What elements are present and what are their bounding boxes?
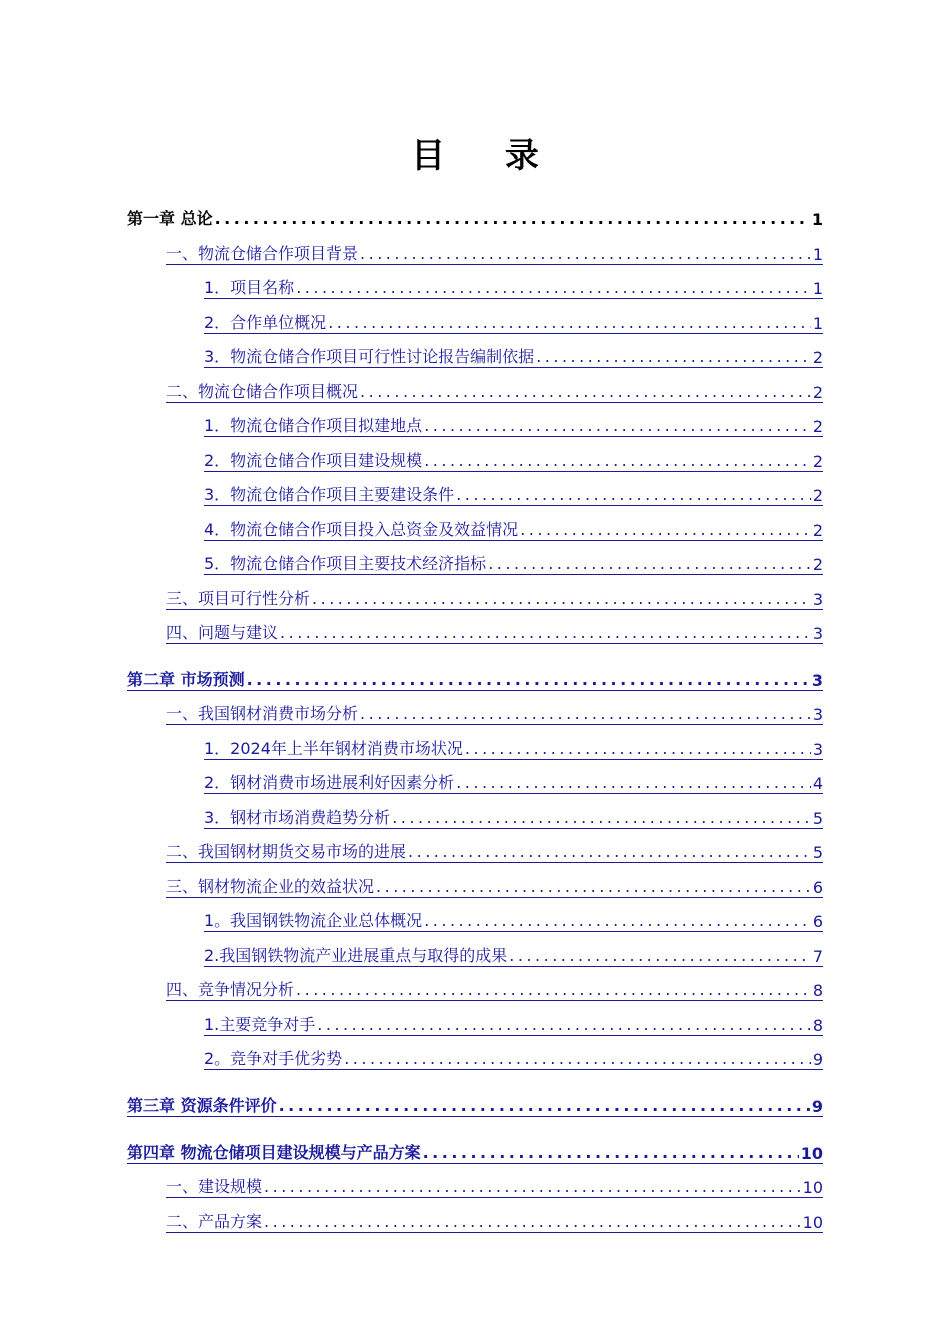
toc-entry-title: 2．物流仓储合作项目建设规模 — [204, 451, 423, 470]
toc-entry[interactable] — [166, 976, 823, 1001]
toc-entry[interactable] — [204, 942, 823, 967]
toc-leader-dots — [456, 487, 811, 505]
toc-entry-title: 5．物流仓储合作项目主要技术经济指标 — [204, 554, 487, 573]
toc-entry[interactable] — [204, 274, 823, 299]
toc-page-number: 2 — [812, 521, 823, 540]
toc-page-number: 2 — [812, 348, 823, 367]
toc-page-number: 5 — [812, 809, 823, 828]
toc-entry[interactable] — [204, 1045, 823, 1070]
toc-page-number: 3 — [812, 590, 823, 609]
toc-entry[interactable] — [127, 1139, 823, 1164]
toc-entry-title: 三、项目可行性分析 — [166, 589, 311, 608]
toc-entry[interactable] — [204, 1011, 823, 1036]
toc-entry-title: 第四章 物流仓储项目建设规模与产品方案 — [127, 1143, 421, 1162]
toc-leader-dots — [536, 349, 811, 367]
toc-page-number: 8 — [812, 981, 823, 1000]
toc-entry-title: 2．钢材消费市场进展利好因素分析 — [204, 773, 455, 792]
toc-leader-dots — [424, 913, 811, 931]
toc-entry-title: 一、建设规模 — [166, 1177, 263, 1196]
toc-page-number: 2 — [812, 555, 823, 574]
toc-page-number: 3 — [812, 740, 823, 759]
toc-page-number: 5 — [812, 843, 823, 862]
toc-page-number: 2 — [812, 383, 823, 402]
toc-leader-dots — [215, 211, 810, 229]
toc-leader-dots — [488, 556, 811, 574]
toc-leader-dots — [264, 1214, 801, 1232]
toc-entry[interactable] — [204, 804, 823, 829]
toc-entry[interactable] — [127, 1092, 823, 1117]
toc-entry[interactable] — [204, 769, 823, 794]
toc-page-number: 3 — [812, 624, 823, 643]
toc-leader-dots — [392, 810, 811, 828]
toc-page-number: 10 — [802, 1213, 823, 1232]
toc-page-number: 2 — [812, 417, 823, 436]
toc-entry[interactable] — [204, 550, 823, 575]
toc-page-number: 1 — [812, 279, 823, 298]
toc-leader-dots — [509, 948, 811, 966]
toc-leader-dots — [465, 741, 811, 759]
toc-page-number: 1 — [812, 245, 823, 264]
toc-entry-title: 2。竞争对手优劣势 — [204, 1049, 343, 1068]
toc-entry-title: 二、产品方案 — [166, 1212, 263, 1231]
toc-leader-dots — [328, 315, 811, 333]
toc-page-number: 10 — [802, 1178, 823, 1197]
toc-leader-dots — [279, 1098, 810, 1116]
toc-page-number: 2 — [812, 486, 823, 505]
toc-entry[interactable] — [204, 309, 823, 334]
toc-entry[interactable] — [166, 378, 823, 403]
toc-page-number: 1 — [812, 314, 823, 333]
toc-entry[interactable] — [204, 481, 823, 506]
toc-entry[interactable] — [166, 585, 823, 610]
toc-entry-title: 第三章 资源条件评价 — [127, 1096, 277, 1115]
toc-entry-title: 第二章 市场预测 — [127, 670, 245, 689]
toc-entry-title: 1．2024年上半年钢材消费市场状况 — [204, 739, 463, 758]
toc-leader-dots — [280, 625, 811, 643]
toc-entry-title: 1.主要竞争对手 — [204, 1015, 316, 1034]
toc-leader-dots — [423, 1145, 799, 1163]
toc-leader-dots — [312, 591, 811, 609]
toc-leader-dots — [408, 844, 811, 862]
toc-entry-title: 3．物流仓储合作项目主要建设条件 — [204, 485, 455, 504]
toc-leader-dots — [360, 706, 811, 724]
toc-leader-dots — [296, 982, 811, 1000]
toc-leader-dots — [264, 1179, 801, 1197]
toc-page-number: 4 — [812, 774, 823, 793]
toc-entry[interactable] — [166, 1208, 823, 1233]
toc-entry-title: 第一章 总论 — [127, 209, 213, 228]
toc-entry-title: 四、竞争情况分析 — [166, 980, 295, 999]
toc-leader-dots — [360, 384, 811, 402]
toc-page-number: 8 — [812, 1016, 823, 1035]
toc-leader-dots — [424, 418, 811, 436]
toc-leader-dots — [360, 246, 811, 264]
toc-entry[interactable] — [166, 873, 823, 898]
toc-entry-title: 4．物流仓储合作项目投入总资金及效益情况 — [204, 520, 519, 539]
toc-entry[interactable] — [204, 516, 823, 541]
toc-entry[interactable] — [204, 447, 823, 472]
toc-leader-dots — [317, 1017, 811, 1035]
toc-entry[interactable] — [166, 838, 823, 863]
toc-entry[interactable] — [204, 907, 823, 932]
toc-leader-dots — [247, 672, 810, 690]
toc-entry-title: 1．物流仓储合作项目拟建地点 — [204, 416, 423, 435]
toc-entry-title: 1。我国钢铁物流企业总体概况 — [204, 911, 423, 930]
toc-entry[interactable] — [204, 343, 823, 368]
toc-leader-dots — [296, 280, 811, 298]
toc-entry[interactable] — [204, 412, 823, 437]
toc-entry-title: 3．钢材市场消费趋势分析 — [204, 808, 391, 827]
toc-entry[interactable] — [166, 1173, 823, 1198]
toc-entry-title: 2.我国钢铁物流产业进展重点与取得的成果 — [204, 946, 508, 965]
toc-entry-title: 一、我国钢材消费市场分析 — [166, 704, 359, 723]
toc-entry-title: 二、物流仓储合作项目概况 — [166, 382, 359, 401]
toc-leader-dots — [520, 522, 811, 540]
toc-page-number: 3 — [811, 671, 823, 690]
toc-entry[interactable] — [127, 666, 823, 691]
toc-page-number: 9 — [811, 1097, 823, 1116]
toc-page-number: 3 — [812, 705, 823, 724]
toc-page-number: 1 — [811, 210, 823, 229]
toc-entry[interactable] — [166, 240, 823, 265]
toc-entry[interactable] — [204, 735, 823, 760]
toc-page-number: 7 — [812, 947, 823, 966]
toc-leader-dots — [376, 879, 811, 897]
toc-entry-title: 3．物流仓储合作项目可行性讨论报告编制依据 — [204, 347, 535, 366]
toc-entry-title: 二、我国钢材期货交易市场的进展 — [166, 842, 407, 861]
toc-page-number: 6 — [812, 878, 823, 897]
page-title: 目 录 — [411, 136, 563, 176]
toc-page-number: 9 — [812, 1050, 823, 1069]
toc-page-number: 6 — [812, 912, 823, 931]
toc-leader-dots — [344, 1051, 811, 1069]
toc-entry[interactable] — [166, 700, 823, 725]
toc-page-number: 2 — [812, 452, 823, 471]
toc-leader-dots — [456, 775, 811, 793]
toc-entry-title: 四、问题与建议 — [166, 623, 279, 642]
toc-entry — [127, 205, 823, 229]
toc-entry[interactable] — [166, 619, 823, 644]
toc-entry-title: 2．合作单位概况 — [204, 313, 327, 332]
toc-leader-dots — [424, 453, 811, 471]
toc-page-number: 10 — [800, 1144, 823, 1163]
toc-entry-title: 一、物流仓储合作项目背景 — [166, 244, 359, 263]
toc-entry-title: 1．项目名称 — [204, 278, 295, 297]
toc-entry-title: 三、钢材物流企业的效益状况 — [166, 877, 375, 896]
